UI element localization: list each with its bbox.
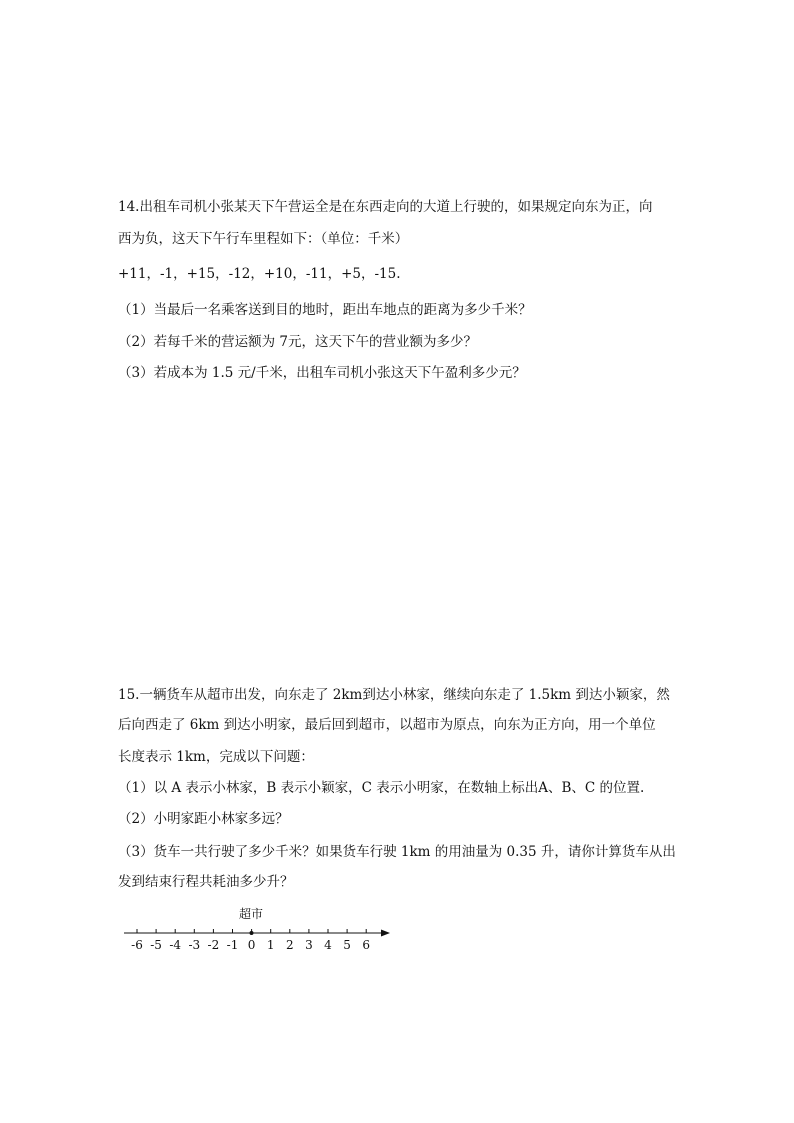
origin-label: 超市 (238, 907, 264, 921)
q14-sub-2: （2）若每千米的营运额为 7元，这天下午的营业额为多少？ (118, 334, 477, 350)
q15-line-2: 后向西走了 6km 到达小明家，最后回到超市，以超市为原点，向东为正方向，用一个单位 (118, 717, 656, 733)
q15-sub-1: （1）以 A 表示小林家，B 表示小颖家，C 表示小明家，在数轴上标出A、B、C 的位置. (118, 780, 645, 796)
tick-label: 1 (266, 938, 275, 952)
q15-line-3: 长度表示 1km，完成以下问题： (118, 749, 314, 765)
q15-sub-2: （2）小明家距小林家多远？ (118, 811, 289, 827)
q15-line-1: 15.一辆货车从超市出发，向东走了 2km到达小林家，继续向东走了 1.5km 到达小颖家，然 (118, 687, 670, 703)
tick-label: 2 (285, 938, 294, 952)
q14-line-1: 14.出租车司机小张某天下午营运全是在东西走向的大道上行驶的，如果规定向东为正，向 (118, 199, 653, 215)
tick-label: -5 (150, 938, 162, 952)
q15-sub-3a: （3）货车一共行驶了多少千米？如果货车行驶 1km 的用油量为 0.35 升，请你计算货车从出 (118, 844, 676, 860)
number-line-diagram (118, 900, 418, 960)
tick-label: 3 (305, 938, 313, 952)
q15-sub-3b: 发到结束行程共耗油多少升？ (118, 874, 294, 890)
axis-arrow (381, 930, 390, 937)
tick-label: -6 (131, 938, 143, 952)
tick-label: -2 (207, 938, 220, 952)
tick-label: 0 (247, 938, 256, 952)
tick-label: 4 (324, 938, 332, 952)
number-line-svg (118, 900, 418, 960)
tick-label: -4 (169, 938, 182, 952)
q14-sub-3: （3）若成本为 1.5 元/千米，出租车司机小张这天下午盈利多少元？ (118, 365, 526, 381)
tick-label: 5 (343, 938, 351, 952)
q14-line-2: 西为负，这天下午行车里程如下：（单位：千米） (118, 231, 409, 247)
tick-label: -1 (226, 938, 239, 952)
q14-data-line: +11，-1，+15，-12，+10，-11，+5，-15. (118, 266, 401, 282)
q14-sub-1: （1）当最后一名乘客送到目的地时，距出车地点的距离为多少千米？ (118, 302, 532, 318)
tick-label: -3 (188, 938, 201, 952)
tick-label: 6 (362, 938, 371, 952)
